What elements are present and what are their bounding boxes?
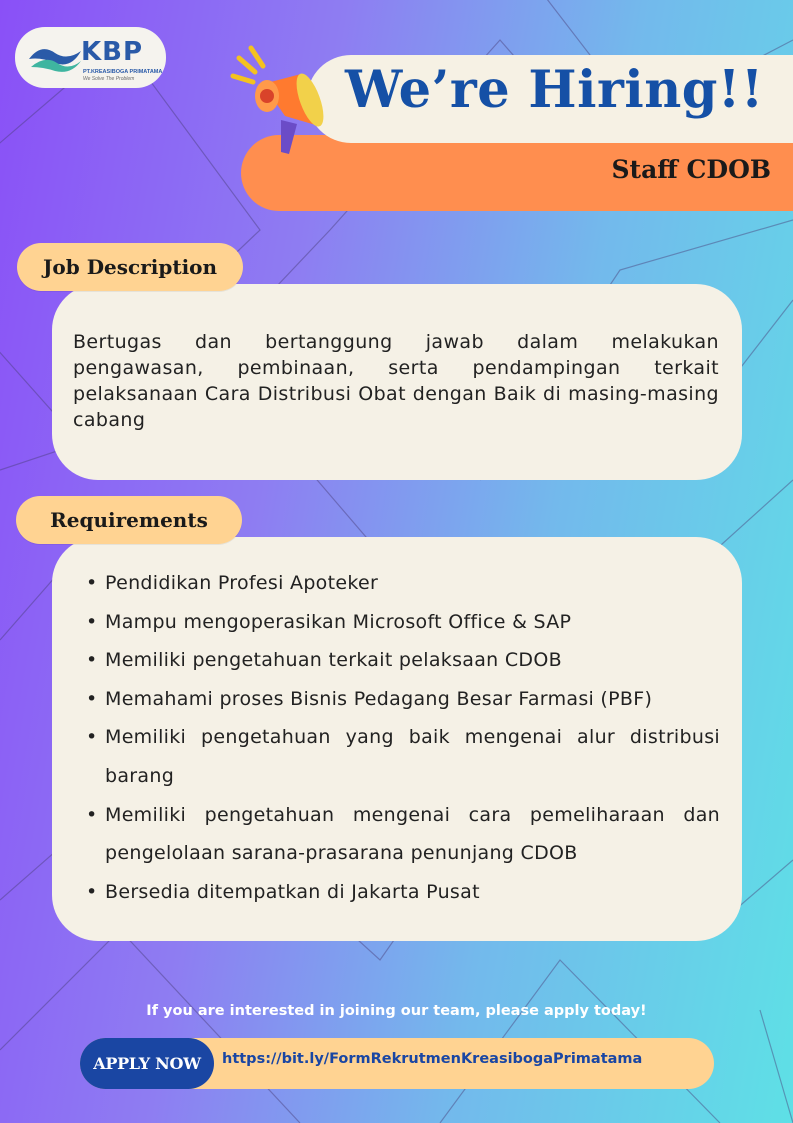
position-title: Staff CDOB <box>611 155 771 184</box>
company-logo <box>15 27 166 88</box>
list-item: • Memiliki pengetahuan mengenai cara pemeliharaan dan pengelolaan sarana-prasarana penunjang CDOB <box>86 796 720 873</box>
list-item: • Memiliki pengetahuan yang baik mengenai alur distribusi barang <box>86 718 720 795</box>
job-description-text: Bertugas dan bertanggung jawab dalam melakukan pengawasan, pembinaan, serta pendampingan terkait pelaksanaan Cara Distribusi Obat dengan Baik di masing-masing cabang <box>73 331 719 431</box>
requirements-list <box>86 564 720 911</box>
requirement-text: Mampu mengoperasikan Microsoft Office & SAP <box>105 610 572 633</box>
job-description-heading: Job Description <box>42 255 218 279</box>
requirement-text: Memiliki pengetahuan yang baik mengenai alur distribusi barang <box>105 726 720 787</box>
requirement-text: Memiliki pengetahuan mengenai cara pemeliharaan dan pengelolaan sarana-prasarana penunjang CDOB <box>105 803 720 865</box>
list-item: • Memahami proses Bisnis Pedagang Besar Farmasi (PBF) <box>86 680 720 719</box>
company-name: PT.KREASIBOGA PRIMATAMA <box>83 69 163 75</box>
list-item: • Mampu mengoperasikan Microsoft Office & SAP <box>86 603 720 642</box>
logo-text: KBP <box>81 37 144 67</box>
list-item: • Bersedia ditempatkan di Jakarta Pusat <box>86 873 720 912</box>
requirement-text: Bersedia ditempatkan di Jakarta Pusat <box>105 880 480 903</box>
megaphone-icon <box>223 36 338 161</box>
requirements-label <box>16 496 242 544</box>
apply-link[interactable]: https://bit.ly/FormRekrutmenKreasibogaPrimatama <box>222 1051 643 1067</box>
requirement-text: Memiliki pengetahuan terkait pelaksaan CDOB <box>105 649 562 672</box>
company-tagline: We Solve The Problem <box>83 76 135 82</box>
requirements-heading: Requirements <box>50 508 208 532</box>
requirement-text: Pendidikan Profesi Apoteker <box>105 572 379 594</box>
list-item: • Memiliki pengetahuan terkait pelaksaan CDOB <box>86 641 720 680</box>
requirement-text: Memahami proses Bisnis Pedagang Besar Farmasi (PBF) <box>105 687 653 710</box>
apply-now-button[interactable]: APPLY NOW <box>80 1038 214 1089</box>
kbp-logo-icon <box>27 39 83 77</box>
list-item: • Pendidikan Profesi Apoteker <box>86 564 720 603</box>
job-description-label <box>17 243 243 291</box>
page-title: We’re Hiring!! <box>345 60 764 120</box>
apply-invitation: If you are interested in joining our team, please apply today! <box>146 1003 647 1019</box>
